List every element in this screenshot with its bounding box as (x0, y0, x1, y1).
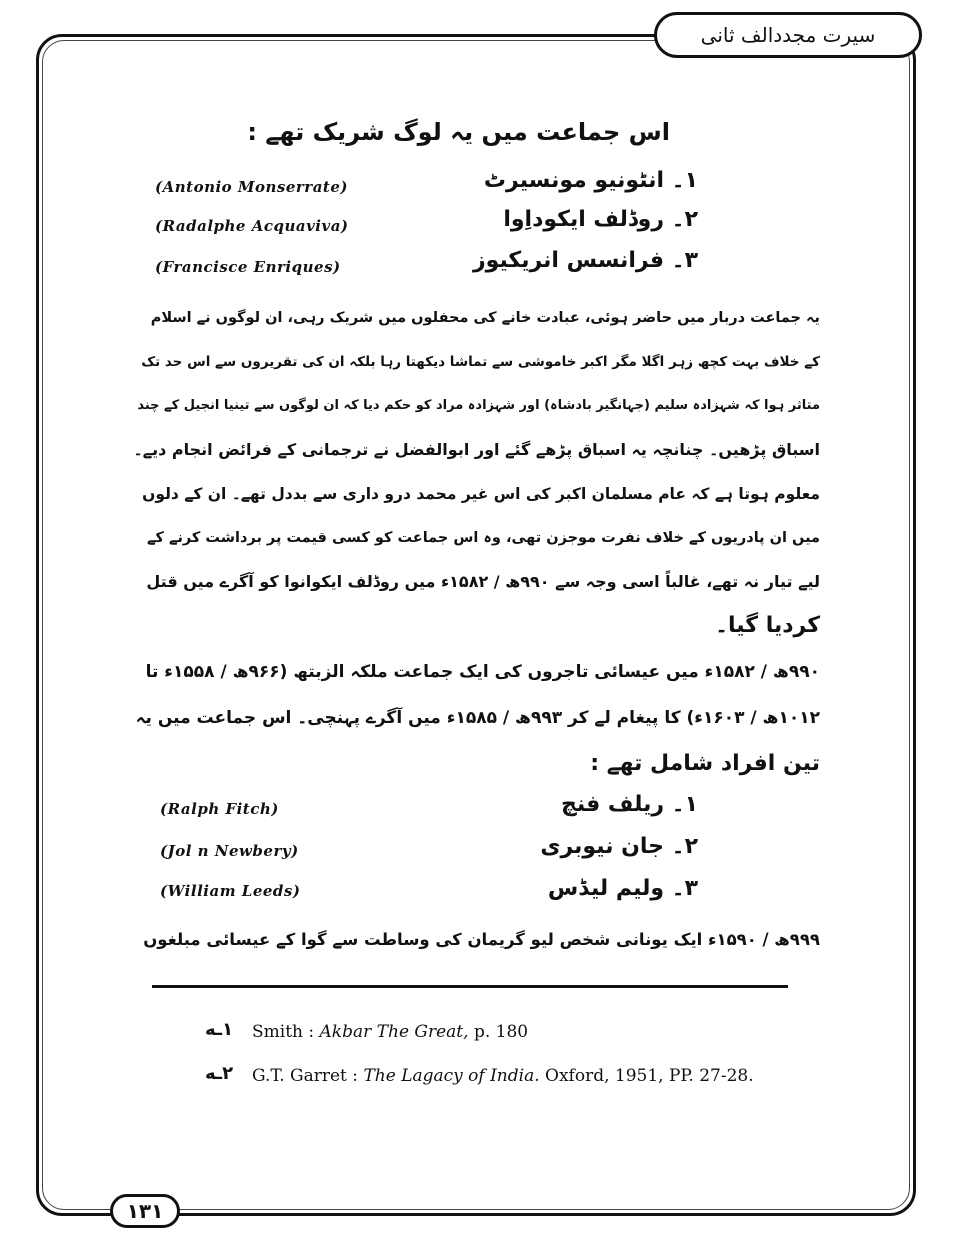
member-3-latin: (Francisce Enriques) (155, 258, 341, 276)
intro-line: اس جماعت میں یہ لوگ شریک تھے : (247, 118, 670, 146)
paragraph-1-line-4: اسباق پڑھیں۔ چنانچہ یہ اسباق پڑھے گئے اور ابوالفضل نے ترجمانی کے فرائض انجام دیے۔ (133, 440, 820, 459)
paragraph-2-line-3: تین افراد شامل تھے : (590, 751, 820, 776)
paragraph-1-line-1: یہ جماعت دربار میں حاضر ہوئی، عبادت خانے کی محفلوں میں شریک رہی، ان لوگوں نے اسلام (150, 310, 820, 326)
paragraph-1-line-7: لیے تیار نہ تھے، غالباً اسی وجہ سے ۹۹۰ھ / ۱۵۸۲ء میں روڈلف ایکوانوا کو آگرے میں قتل (146, 572, 820, 591)
footnote-2-author: G.T. Garret : (252, 1066, 359, 1086)
page-number: ۱۳۱ (110, 1194, 180, 1228)
paragraph-1-line-5: معلوم ہوتا ہے کہ عام مسلمان اکبر کی اس غیر محمد درو داری سے بددل تھے۔ ان کے دلوں (142, 485, 820, 503)
paragraph-1-line-2: کے خلاف بہت کچھ زہر اگلا مگر اکبر خاموشی سے تماشا دیکھتا رہا بلکہ ان کی تقریروں سے اس حد تک (141, 354, 820, 370)
footnote-1-rest: p. 180 (473, 1022, 529, 1042)
paragraph-1-line-3: متاثر ہوا کہ شہزادہ سلیم (جہانگیر بادشاہ) اور شہزادہ مراد کو حکم دیا کہ ان لوگوں سے تینیا انجیل کے چند (137, 398, 820, 413)
footnote-1-title: Akbar The Great, (319, 1022, 469, 1042)
paragraph-1-line-6: میں ان پادریوں کے خلاف نفرت موجزن تھی، وہ اس جماعت کو کسی قیمت پر برداشت کرنے کے (146, 530, 820, 546)
member-4-urdu: ۱۔ ریلف فنچ (561, 792, 698, 817)
member-5-latin: (Jol n Newbery) (160, 842, 299, 860)
paragraph-2-line-1: ۹۹۰ھ / ۱۵۸۲ء میں عیسائی تاجروں کی ایک جماعت ملکہ الزبتھ (۹۶۶ھ / ۱۵۵۸ء تا (145, 662, 820, 682)
member-2-latin: (Radalphe Acquaviva) (155, 217, 349, 235)
member-3-urdu: ۳۔ فرانسس انریکیوز (472, 248, 698, 273)
member-6-latin: (William Leeds) (160, 882, 301, 900)
running-title: سیرت مجددالف ثانی (700, 23, 876, 47)
member-1-urdu: ۱۔ انٹونیو مونسیرٹ (483, 168, 698, 193)
member-5-urdu: ۲۔ جان نیوبری (540, 834, 698, 859)
footnote-2-text (252, 1066, 754, 1086)
paragraph-1-line-8: کردیا گیا۔ (715, 613, 820, 638)
member-1-latin: (Antonio Monserrate) (155, 178, 349, 196)
footnote-2-rest: Oxford, 1951, PP. 27-28. (545, 1066, 754, 1086)
footnote-1-author: Smith : (252, 1022, 315, 1042)
paragraph-3-line-1: ۹۹۹ھ / ۱۵۹۰ء ایک یونانی شخص لیو گریمان کی وساطت سے گوا کے عیسائی مبلغوں (143, 930, 820, 949)
running-header (654, 12, 922, 58)
member-4-latin: (Ralph Fitch) (160, 800, 279, 818)
paragraph-2-line-2: ۱۰۱۲ھ / ۱۶۰۳ء) کا پیغام لے کر ۹۹۳ھ / ۱۵۸۵ء میں آگرے پہنچی۔ اس جماعت میں یہ (135, 708, 820, 728)
member-6-urdu: ۳۔ ولیم لیڈس (547, 876, 698, 901)
footnote-1-text (252, 1022, 528, 1042)
footnote-2-marker: ۲ـه (205, 1063, 234, 1084)
footnote-rule (152, 985, 788, 988)
footnote-1-marker: ۱ـه (205, 1019, 234, 1040)
member-2-urdu: ۲۔ روڈلف ایکوداِوا (503, 207, 698, 232)
footnote-2-title: The Lagacy of India. (363, 1066, 540, 1086)
